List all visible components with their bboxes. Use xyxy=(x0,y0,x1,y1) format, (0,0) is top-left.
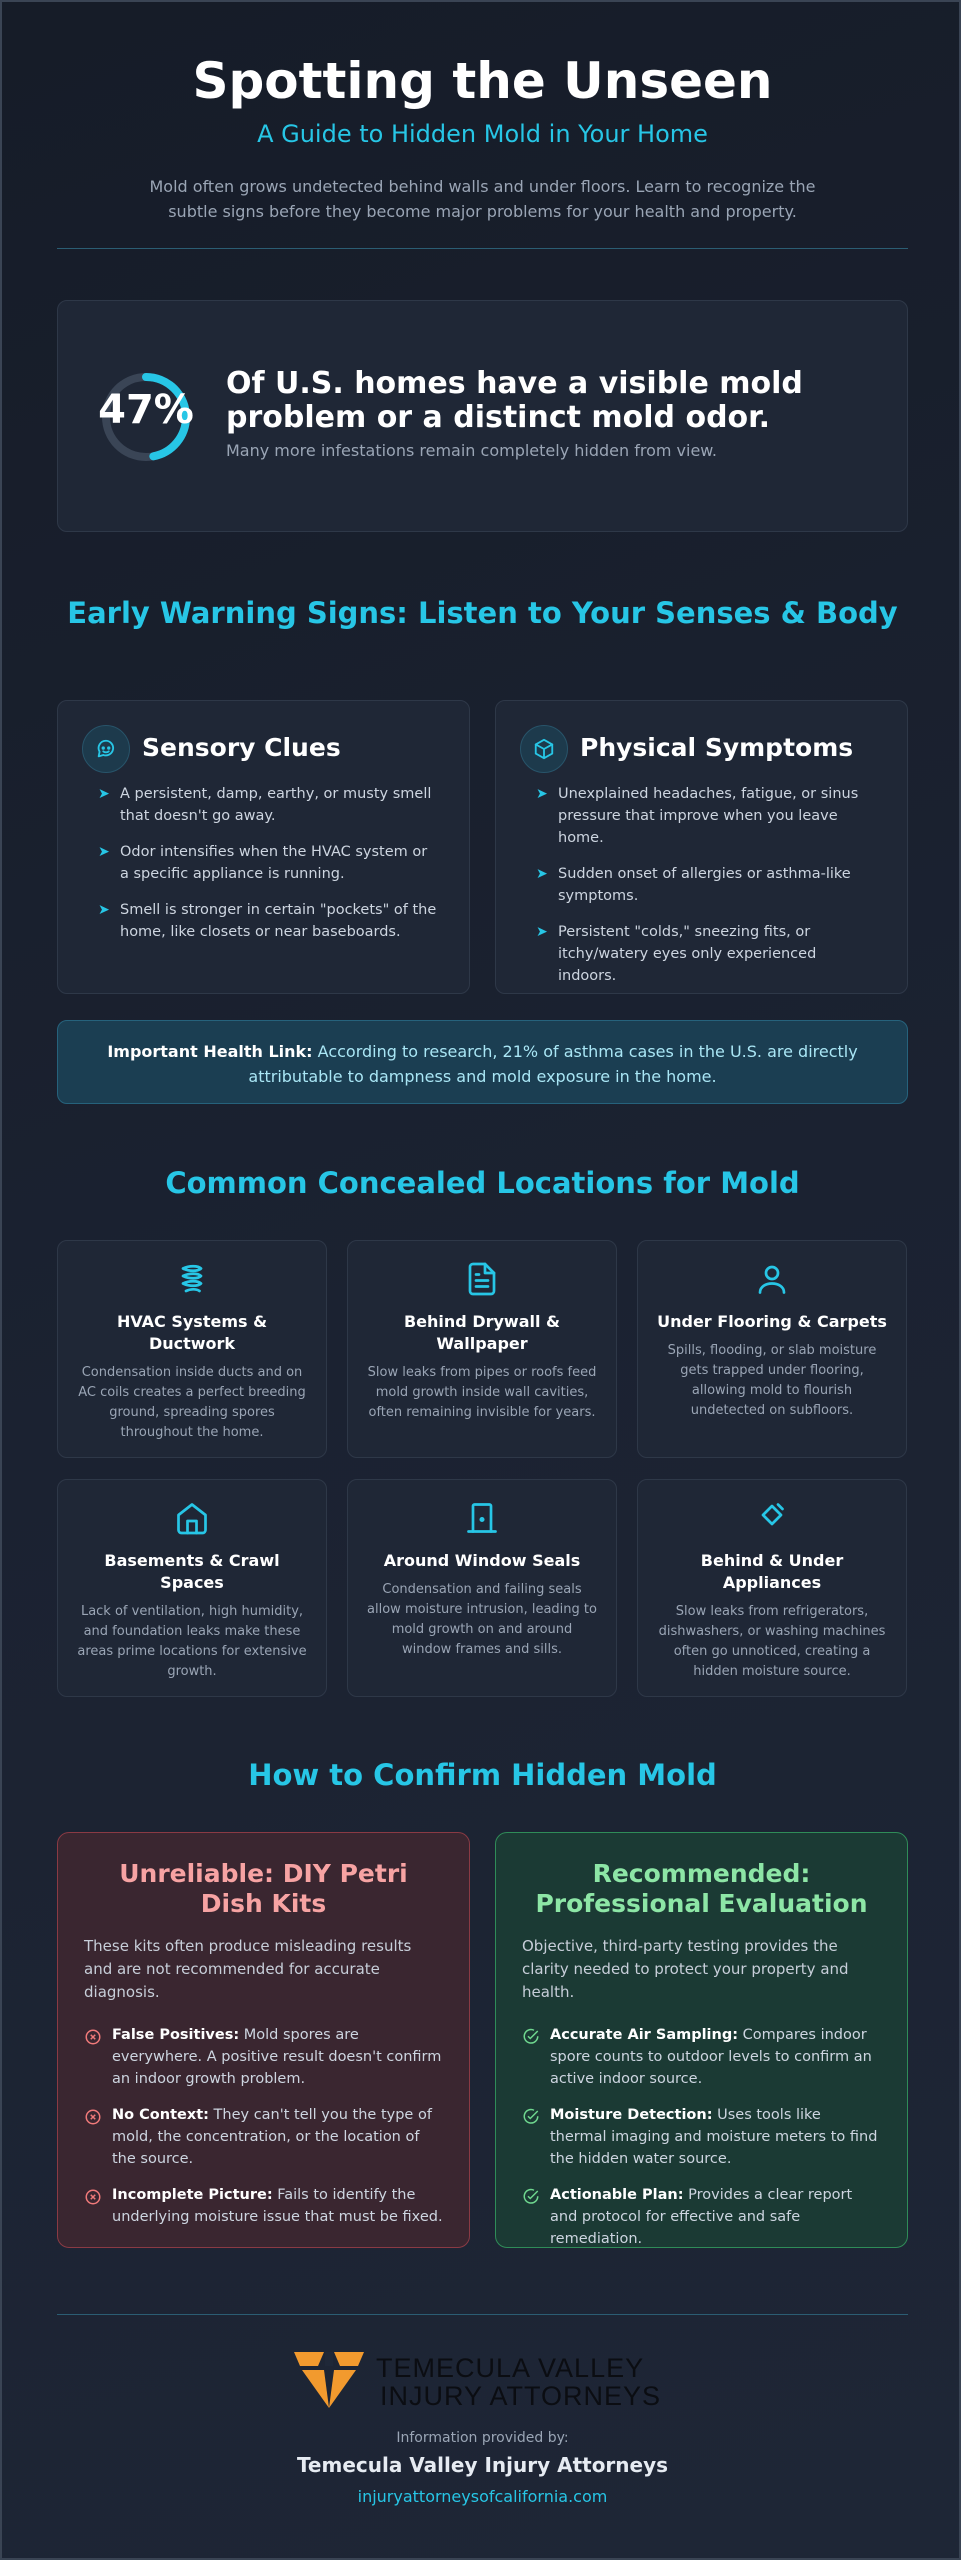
location-card-drywall xyxy=(347,1240,617,1458)
logo-line-1: TEMECULA VALLEY xyxy=(376,2353,645,2383)
diy-kits-card xyxy=(57,1832,470,2248)
list-item: Actionable Plan: Provides a clear report and protocol for effective and safe remediation. xyxy=(522,2184,881,2250)
warning-section-title: Early Warning Signs: Listen to Your Senses & Body xyxy=(67,596,898,630)
stat-card xyxy=(57,300,908,532)
company-logo xyxy=(294,2352,674,2412)
logo-line-2: INJURY ATTORNEYS xyxy=(380,2381,662,2411)
physical-symptoms-title: Physical Symptoms xyxy=(580,733,854,762)
location-card-windows xyxy=(347,1479,617,1697)
provided-by-label: Information provided by: xyxy=(396,2430,569,2446)
list-item: ➤ Smell is stronger in certain "pockets" of the home, like closets or near baseboards. xyxy=(98,899,438,943)
list-item: False Positives: Mold spores are everywhere. A positive result doesn't confirm an indoor growth problem. xyxy=(84,2024,443,2090)
chevron-right-icon: ➤ xyxy=(98,786,110,802)
location-card-hvac xyxy=(57,1240,327,1458)
logo-mark-icon xyxy=(294,2352,364,2410)
location-desc: Spills, flooding, or slab moisture gets trapped under flooring, allowing mold to flourish undetected on subfloors. xyxy=(667,1343,877,1418)
professional-evaluation-list xyxy=(522,2024,881,2250)
company-name: Temecula Valley Injury Attorneys xyxy=(296,2453,669,2477)
location-desc: Lack of ventilation, high humidity, and foundation leaks make these areas prime locations for extensive growth. xyxy=(77,1604,307,1679)
chevron-right-icon: ➤ xyxy=(98,844,110,860)
health-link-banner xyxy=(57,1020,908,1104)
location-desc: Slow leaks from refrigerators, dishwashers, or washing machines often go unnoticed, creating a hidden moisture source. xyxy=(658,1604,886,1679)
check-circle-icon xyxy=(522,2108,540,2126)
header xyxy=(57,52,908,224)
list-item: Moisture Detection: Uses tools like thermal imaging and moisture meters to find the hidden water source. xyxy=(522,2104,881,2170)
chevron-right-icon: ➤ xyxy=(536,924,548,940)
page-title: Spotting the Unseen xyxy=(192,52,773,110)
location-title: Around Window Seals xyxy=(383,1551,581,1570)
location-title: HVAC Systems & Ductwork xyxy=(116,1312,268,1353)
locations-section-title: Common Concealed Locations for Mold xyxy=(165,1166,800,1200)
check-circle-icon xyxy=(522,2188,540,2206)
location-title: Basements & Crawl Spaces xyxy=(104,1551,280,1592)
door-icon xyxy=(464,1500,500,1536)
stat-subtext: Many more infestations remain completely hidden from view. xyxy=(226,441,717,460)
professional-evaluation-title: Recommended: Professional Evaluation xyxy=(535,1859,868,1918)
diy-kits-list xyxy=(84,2024,443,2228)
location-title: Behind Drywall & Wallpaper xyxy=(403,1312,560,1353)
sensory-clues-title: Sensory Clues xyxy=(142,733,341,762)
location-card-flooring xyxy=(637,1240,907,1458)
page-subtitle: A Guide to Hidden Mold in Your Home xyxy=(257,120,708,148)
health-link-text: According to research, 21% of asthma cases in the U.S. are directly attributable to dampness and mold exposure in the home. xyxy=(248,1042,858,1086)
house-icon xyxy=(174,1500,210,1536)
stat-headline: Of U.S. homes have a visible mold problem or a distinct mold odor. xyxy=(226,366,803,435)
location-card-appliances xyxy=(637,1479,907,1697)
list-item: ➤ A persistent, damp, earthy, or musty smell that doesn't go away. xyxy=(98,783,438,827)
divider xyxy=(57,248,908,249)
chevron-right-icon: ➤ xyxy=(536,786,548,802)
list-item: ➤ Unexplained headaches, fatigue, or sinus pressure that improve when you leave home. xyxy=(536,783,876,849)
x-circle-icon xyxy=(84,2108,102,2126)
cube-icon xyxy=(520,725,568,773)
chevron-right-icon: ➤ xyxy=(536,866,548,882)
health-link-label: Important Health Link: xyxy=(107,1042,313,1061)
document-icon xyxy=(464,1261,500,1297)
nose-icon xyxy=(82,725,130,773)
list-item: No Context: They can't tell you the type of mold, the concentration, or the location of the source. xyxy=(84,2104,443,2170)
location-desc: Condensation inside ducts and on AC coils creates a perfect breeding ground, spreading spores throughout the home. xyxy=(78,1365,306,1440)
list-item: Incomplete Picture: Fails to identify the underlying moisture issue that must be fixed. xyxy=(84,2184,443,2228)
website-link[interactable]: injuryattorneysofcalifornia.com xyxy=(357,2487,608,2506)
professional-evaluation-card xyxy=(495,1832,908,2248)
drop-icon xyxy=(754,1500,790,1536)
list-item: ➤ Odor intensifies when the HVAC system or a specific appliance is running. xyxy=(98,841,438,885)
check-circle-icon xyxy=(522,2028,540,2046)
stat-value: 47% xyxy=(98,387,194,433)
list-item: ➤ Persistent "colds," sneezing fits, or itchy/watery eyes only experienced indoors. xyxy=(536,921,876,987)
location-title: Behind & Under Appliances xyxy=(700,1551,844,1592)
physical-symptoms-list xyxy=(536,783,876,1001)
list-item: Accurate Air Sampling: Compares indoor spore counts to outdoor levels to confirm an active indoor source. xyxy=(522,2024,881,2090)
location-desc: Condensation and failing seals allow moisture intrusion, leading to mold growth on and around window frames and sills. xyxy=(367,1582,597,1657)
location-title: Under Flooring & Carpets xyxy=(657,1312,887,1331)
list-item: ➤ Sudden onset of allergies or asthma-like symptoms. xyxy=(536,863,876,907)
x-circle-icon xyxy=(84,2188,102,2206)
physical-symptoms-card xyxy=(495,700,908,994)
confirm-section-title: How to Confirm Hidden Mold xyxy=(248,1758,717,1792)
x-circle-icon xyxy=(84,2028,102,2046)
chevron-right-icon: ➤ xyxy=(98,902,110,918)
diy-kits-intro: These kits often produce misleading results and are not recommended for accurate diagnosis. xyxy=(84,1937,412,2001)
intro-text: Mold often grows undetected behind walls and under floors. Learn to recognize the subtle signs before they become major problems for your health and property. xyxy=(149,177,816,221)
diy-kits-title: Unreliable: DIY Petri Dish Kits xyxy=(119,1859,408,1918)
location-card-basements xyxy=(57,1479,327,1697)
location-desc: Slow leaks from pipes or roofs feed mold growth inside wall cavities, often remaining invisible for years. xyxy=(367,1365,597,1420)
airflow-icon xyxy=(174,1261,210,1297)
sensory-clues-card xyxy=(57,700,470,994)
person-icon xyxy=(754,1261,790,1297)
professional-evaluation-intro: Objective, third-party testing provides the clarity needed to protect your property and health. xyxy=(522,1937,849,2001)
divider xyxy=(57,2314,908,2315)
sensory-clues-list xyxy=(98,783,438,957)
